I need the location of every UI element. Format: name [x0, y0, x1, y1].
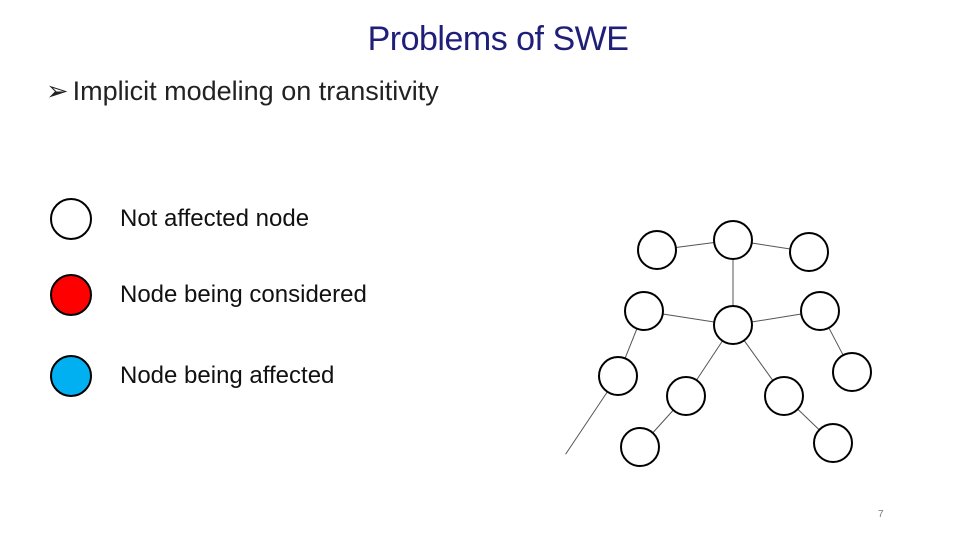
graph-node-n12: [814, 424, 852, 462]
graph-node-n10: [833, 353, 871, 391]
bullet-text: Implicit modeling on transitivity: [72, 76, 439, 106]
graph-node-n6: [801, 292, 839, 330]
graph-node-n3: [790, 233, 828, 271]
legend-label-not-affected: Not affected node: [120, 205, 310, 232]
arrow-bullet-icon: ➢: [46, 76, 69, 106]
graph-edge-n8-n11: [653, 410, 674, 433]
graph-edge-n1-n2: [676, 242, 714, 247]
page-number: 7: [878, 509, 884, 520]
graph-node-n11: [621, 428, 659, 466]
graph-edge-n2-n3: [752, 243, 790, 249]
graph-edge-n4-n5: [663, 314, 714, 322]
graph-edge-n5-n8: [696, 341, 722, 380]
graph-node-n9: [765, 377, 803, 415]
graph-node-n8: [667, 377, 705, 415]
slide-title: Problems of SWE: [367, 20, 629, 58]
graph-node-n4: [625, 292, 663, 330]
graph-edge-n5-n6: [752, 314, 801, 322]
graph-edge-n7-n13: [566, 392, 608, 454]
graph-node-n5: [714, 306, 752, 344]
graph-node-n2: [714, 221, 752, 259]
graph-edge-n5-n9: [744, 340, 773, 380]
graph-node-n7: [599, 357, 637, 395]
graph-node-n1: [638, 231, 676, 269]
graph-edge-n4-n7: [625, 329, 637, 359]
legend-label-affected: Node being affected: [120, 362, 335, 389]
graph-edge-n9-n12: [798, 409, 820, 430]
graph-edge-n6-n10: [829, 328, 843, 355]
legend-label-considered: Node being considered: [120, 281, 367, 308]
